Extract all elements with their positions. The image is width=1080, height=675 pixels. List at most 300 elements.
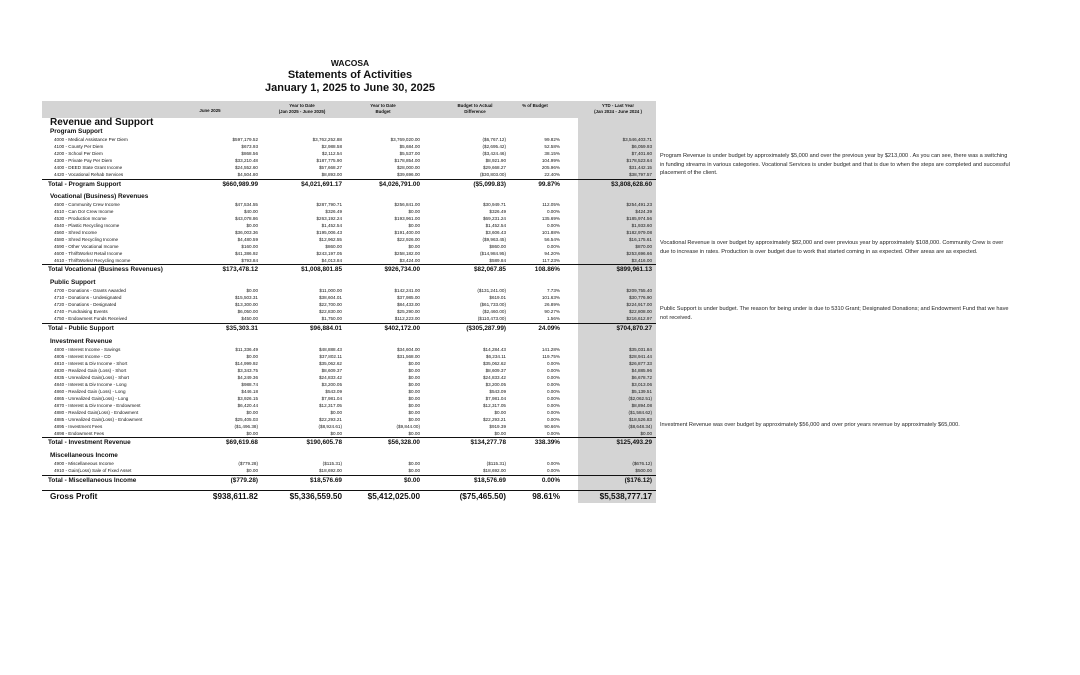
cell-pct: 0.00% <box>546 368 560 373</box>
cell-ytd: $3,762,252.88 <box>312 137 342 142</box>
cell-pct: 90.66% <box>544 424 560 429</box>
subsection-investment: Investment Revenue <box>50 338 113 345</box>
total-vocational-row: Total Vocational (Business Revenues) $173,478.12 $1,008,801.85 $926,734.00 $82,067.85 108.86% $899,961.13 <box>42 264 656 274</box>
cell-pct: 0.00% <box>546 431 560 436</box>
cell-ly: $8,894.08 <box>631 403 652 408</box>
cell-label: 4400 - DEED State Grant Income <box>54 165 123 170</box>
cell-budget: $0.00 <box>408 223 420 228</box>
organization-name: WACOSA <box>330 58 370 68</box>
cell-budget: $142,241.00 <box>394 288 420 293</box>
cell-ly: $209,755.40 <box>626 288 652 293</box>
table-row <box>42 402 656 409</box>
table-row <box>42 150 656 157</box>
cell-budget: $256,841.00 <box>394 202 420 207</box>
cell-june: $15,503.31 <box>235 295 258 300</box>
cell-pct: 0.00% <box>546 410 560 415</box>
cell-ytd: $7,981.04 <box>321 396 342 401</box>
cell-budget: $28,000.00 <box>397 165 420 170</box>
cell-ly: $216,612.97 <box>626 316 652 321</box>
cell-ly: $500.00 <box>635 468 652 473</box>
total-investment-row: Total - Investment Revenue $69,619.68 $190,605.78 $56,328.00 $134,277.78 338.39% $125,493.29 <box>42 437 656 447</box>
table-row <box>42 381 656 388</box>
cell-label: 4840 - Interest & Div Income - Long <box>54 382 127 387</box>
cell-budget: $0.00 <box>408 375 420 380</box>
cell-label: 4885 - Unrealized Gain(Loss) - Endowment <box>54 417 143 422</box>
cell-diff: ($2,460.00) <box>482 309 506 314</box>
cell-label: 4530 - Production Income <box>54 216 107 221</box>
cell-diff: $29,668.27 <box>483 165 506 170</box>
cell-pct: 22.40% <box>544 172 560 177</box>
cell-june: $793.84 <box>241 258 258 263</box>
cell-budget: $258,182.00 <box>394 251 420 256</box>
cell-budget: $3,769,020.00 <box>390 137 420 142</box>
cell-label: 4510 - Can Do! Crew Income <box>54 209 114 214</box>
cell-diff: $860.00 <box>489 244 506 249</box>
cell-june: $4,504.80 <box>237 172 258 177</box>
cell-diff: ($9,963.45) <box>482 237 506 242</box>
cell-pct: 56.54% <box>544 237 560 242</box>
cell-pct: 101.63% <box>541 295 560 300</box>
cell-budget: $0.00 <box>408 403 420 408</box>
total-program-support-row: Total - Program Support $660,989.99 $4,021,691.17 $4,026,791.00 ($5,099.83) 99.87% $3,808,628.60 <box>42 179 656 189</box>
cell-ly: $253,696.66 <box>626 251 652 256</box>
cell-june: $25,405.03 <box>235 417 258 422</box>
cell-june: $41,386.92 <box>235 251 258 256</box>
table-row <box>42 215 656 222</box>
cell-label: 4700 - Donations - Grants Awarded <box>54 288 126 293</box>
table-row <box>42 294 656 301</box>
cell-diff: $326.49 <box>489 209 506 214</box>
cell-budget: $3,424.00 <box>399 258 420 263</box>
cell-ly: $3,013.06 <box>631 382 652 387</box>
cell-pct: 104.99% <box>541 158 560 163</box>
cell-june: $33,210.48 <box>235 158 258 163</box>
cell-budget: $5,537.00 <box>399 151 420 156</box>
cell-diff: $3,606.43 <box>485 230 506 235</box>
cell-budget: $31,568.00 <box>397 354 420 359</box>
cell-ly: $185,974.56 <box>626 216 652 221</box>
cell-label: 4100 - County Per Diem <box>54 144 104 149</box>
cell-diff: ($30,803.00) <box>479 172 506 177</box>
cell-pct: 94.20% <box>544 251 560 256</box>
statement-title: Statements of Activities <box>287 69 413 81</box>
cell-ly: $26,877.33 <box>629 361 652 366</box>
cell-diff: $14,284.43 <box>483 347 506 352</box>
subsection-misc-income: Miscellaneous Income <box>50 452 118 459</box>
cell-label: 4810 - Interest & Div Income - Short <box>54 361 128 366</box>
cell-pct: 38.15% <box>544 151 560 156</box>
cell-budget: $0.00 <box>408 382 420 387</box>
cell-june: $47,534.55 <box>235 202 258 207</box>
cell-ly: $1,933.60 <box>631 223 652 228</box>
cell-budget: $0.00 <box>408 368 420 373</box>
cell-diff: ($115.31) <box>486 461 506 466</box>
cell-pct: 205.96% <box>541 165 560 170</box>
table-row <box>42 171 656 178</box>
cell-diff: ($6,767.12) <box>482 137 506 142</box>
cell-label: 4560 - Shred Income <box>54 230 97 235</box>
cell-pct: 0.00% <box>546 468 560 473</box>
total-misc-income-row: Total - Miscellaneous Income ($779.28) $18,576.69 $0.00 $18,576.69 0.00% ($176.12) <box>42 475 656 485</box>
cell-ly: $178,523.64 <box>626 158 652 163</box>
table-row <box>42 423 656 430</box>
cell-label: 4750 - Endowment Funds Received <box>54 316 128 321</box>
table-row <box>42 360 656 367</box>
cell-pct: 0.00% <box>546 244 560 249</box>
cell-pct: 0.00% <box>546 396 560 401</box>
cell-ytd: $195,006.43 <box>316 230 342 235</box>
cell-ytd: $18,692.00 <box>319 468 342 473</box>
cell-label: 4420 - Vocational Rehab Services <box>54 172 124 177</box>
cell-pct: 52.58% <box>544 144 560 149</box>
statement-period: January 1, 2025 to June 30, 2025 <box>265 82 435 94</box>
cell-pct: 141.28% <box>541 347 560 352</box>
cell-ytd: $2,988.58 <box>321 144 342 149</box>
cell-pct: 0.00% <box>546 389 560 394</box>
cell-june: $11,336.49 <box>235 347 258 352</box>
cell-label: 4600 - ThriftWorks! Retail Income <box>54 251 123 256</box>
cell-diff: $8,609.37 <box>485 368 506 373</box>
cell-pct: 26.89% <box>544 302 560 307</box>
subsection-public-support: Public Support <box>50 279 96 286</box>
cell-pct: 0.00% <box>546 461 560 466</box>
cell-label: 4200 - School Per Diem <box>54 151 103 156</box>
cell-june: $40.00 <box>243 209 258 214</box>
report-title-block <box>40 58 660 95</box>
table-row <box>42 308 656 315</box>
cell-ytd: $22,830.00 <box>319 309 342 314</box>
cell-pct: 0.00% <box>546 209 560 214</box>
subsection-program-support: Program Support <box>50 128 103 135</box>
table-row <box>42 157 656 164</box>
cell-ly: $224,917.00 <box>626 302 652 307</box>
cell-ytd: $11,000.00 <box>319 288 342 293</box>
cell-june: $36,003.36 <box>235 230 258 235</box>
cell-diff: ($61,733.00) <box>479 302 506 307</box>
table-row <box>42 388 656 395</box>
cell-june: $3,926.15 <box>237 396 258 401</box>
cell-label: 4805 - Interest Income - CD <box>54 354 111 359</box>
cell-ly: $31,442.15 <box>629 165 652 170</box>
table-row <box>42 287 656 294</box>
cell-ly: $4,885.96 <box>631 368 652 373</box>
cell-ytd: $3,200.05 <box>321 382 342 387</box>
cell-ly: $7,401.60 <box>631 151 652 156</box>
cell-ytd: $0.00 <box>330 410 342 415</box>
table-row <box>42 250 656 257</box>
cell-ly: $30,776.90 <box>629 295 652 300</box>
table-row <box>42 143 656 150</box>
cell-label: 4860 - Realized Gain (Loss) - Long <box>54 389 126 394</box>
cell-label: 4590 - Other Vocational Income <box>54 244 119 249</box>
cell-pct: 0.00% <box>546 223 560 228</box>
cell-budget: $0.00 <box>408 361 420 366</box>
table-row <box>42 409 656 416</box>
cell-label: 4740 - Fundraising Events <box>54 309 108 314</box>
table-row <box>42 136 656 143</box>
cell-ytd: $24,833.42 <box>319 375 342 380</box>
note-public-support: Public Support is under budget. The reason for being under is due to 5310 Grant; Designated Donations; and Endowment Fund that we have not received. <box>660 306 1009 321</box>
cell-june: $0.00 <box>246 468 258 473</box>
table-row <box>42 315 656 322</box>
cell-diff: $18,692.00 <box>483 468 506 473</box>
cell-june: $597,179.52 <box>232 137 258 142</box>
cell-ly: $18,526.83 <box>629 417 652 422</box>
cell-label: 4580 - Shred Recycling Income <box>54 237 119 242</box>
cell-label: 4870 - Interest & Div Income - Endowment <box>54 403 141 408</box>
cell-pct: 0.00% <box>546 417 560 422</box>
cell-june: $4,480.59 <box>237 237 258 242</box>
cell-label: 4830 - Realized Gain (Loss) - Short <box>54 368 127 373</box>
cell-budget: $25,290.00 <box>397 309 420 314</box>
cell-pct: 117.23% <box>542 258 560 263</box>
cell-label: 4000 - Medical Assistance Per Diem <box>54 137 128 142</box>
table-row <box>42 243 656 250</box>
cell-pct: 0.00% <box>546 382 560 387</box>
cell-ytd: $8,893.00 <box>321 172 342 177</box>
cell-pct: 0.00% <box>546 375 560 380</box>
cell-label: 4710 - Donations - Undesignated <box>54 295 122 300</box>
cell-label: 4610 - ThriftWorks! Recycling Income <box>54 258 131 263</box>
cell-diff: ($2,695.42) <box>482 144 506 149</box>
cell-ytd: ($115.31) <box>322 461 342 466</box>
cell-diff: $619.01 <box>489 295 506 300</box>
note-vocational-revenue: Vocational Revenue is over budget by approximately $82,000 and over previous year by approximately $108,000. Community Crew is over due to increase in rates. Production is over budget due to work that started coming in as expected. Other areas are as expected. <box>660 240 1004 255</box>
cell-ytd: $37,802.11 <box>319 354 342 359</box>
cell-ly: $424.39 <box>635 209 652 214</box>
cell-budget: $34,604.00 <box>397 347 420 352</box>
cell-pct: 119.75% <box>542 354 560 359</box>
cell-ytd: $22,293.21 <box>319 417 342 422</box>
cell-budget: $0.00 <box>408 244 420 249</box>
cell-budget: $112,223.00 <box>394 316 420 321</box>
cell-diff: $919.39 <box>489 424 506 429</box>
table-row <box>42 236 656 243</box>
cell-budget: $191,400.00 <box>394 230 420 235</box>
cell-ly: $0.00 <box>640 431 652 436</box>
cell-june: $13,300.00 <box>235 302 258 307</box>
cell-label: 4895 - Investment Fees <box>54 424 103 429</box>
cell-diff: $35,062.62 <box>483 361 506 366</box>
cell-label: 4880 - Realized Gain(Loss) - Endowment <box>54 410 139 415</box>
cell-june: $6,050.00 <box>237 309 258 314</box>
cell-ytd: $22,700.00 <box>319 302 342 307</box>
cell-ytd: $48,888.43 <box>319 347 342 352</box>
cell-ytd: $287,790.71 <box>316 202 342 207</box>
cell-diff: ($3,424.46) <box>482 151 506 156</box>
cell-ly: $5,139.51 <box>631 389 652 394</box>
cell-ly: $6,678.72 <box>631 375 652 380</box>
table-row <box>42 367 656 374</box>
cell-ly: $870.00 <box>635 244 652 249</box>
cell-budget: $0.00 <box>408 396 420 401</box>
cell-pct: 112.05% <box>542 202 560 207</box>
cell-june: $0.00 <box>246 223 258 228</box>
cell-label: 4835 - Unrealized Gain(Loss) - Short <box>54 375 130 380</box>
cell-label: 4910 - Gain(Loss) Sale of Fixed Asset <box>54 468 132 473</box>
cell-budget: $0.00 <box>408 209 420 214</box>
table-row <box>42 395 656 402</box>
col-header-pct: % of Budget <box>522 103 548 108</box>
table-row <box>42 430 656 437</box>
cell-june: $24,552.60 <box>235 165 258 170</box>
cell-diff: $69,231.24 <box>483 216 506 221</box>
cell-ytd: $1,452.54 <box>321 223 342 228</box>
cell-pct: 101.88% <box>541 230 560 235</box>
cell-ytd: $35,062.62 <box>319 361 342 366</box>
cell-budget: $5,684.00 <box>399 144 420 149</box>
column-headers <box>42 102 656 118</box>
cell-ly: $3,546,403.71 <box>622 137 652 142</box>
cell-diff: $0.00 <box>494 431 506 436</box>
cell-label: 4800 - Interest Income - Savings <box>54 347 121 352</box>
cell-diff: $3,200.05 <box>485 382 506 387</box>
cell-ly: $6,059.93 <box>631 144 652 149</box>
cell-ly: $16,175.61 <box>629 237 652 242</box>
table-row <box>42 201 656 208</box>
cell-ytd: $860.00 <box>325 244 342 249</box>
cell-budget: $0.00 <box>408 389 420 394</box>
cell-june: $446.18 <box>241 389 258 394</box>
cell-pct: 7.73% <box>546 288 560 293</box>
cell-ytd: $243,197.05 <box>316 251 342 256</box>
table-row <box>42 229 656 236</box>
cell-label: 4865 - Unrealized Gain(Loss) - Long <box>54 396 129 401</box>
col-header-ytd: Year to Date (Jan 2025 - June 2025) <box>278 103 326 114</box>
table-row <box>42 208 656 215</box>
cell-ytd: $2,112.54 <box>321 151 342 156</box>
cell-diff: ($110,473.00) <box>477 316 506 321</box>
cell-label: 4300 - Private Pay Per Diem <box>54 158 113 163</box>
cell-june: ($779.28) <box>238 461 258 466</box>
cell-ly: $182,979.08 <box>626 230 652 235</box>
cell-diff: $24,833.42 <box>483 375 506 380</box>
cell-diff: ($131,241.00) <box>477 288 506 293</box>
cell-pct: 99.82% <box>544 137 560 142</box>
gross-profit-row: Gross Profit $938,611.82 $5,336,559.50 $5,412,025.00 ($75,465.50) 98.61% $5,538,777.17 <box>50 492 652 501</box>
cell-diff: $6,234.11 <box>485 354 506 359</box>
cell-pct: 135.69% <box>541 216 560 221</box>
cell-ly: ($8,648.34) <box>628 424 652 429</box>
table-row <box>42 460 656 467</box>
cell-diff: $0.00 <box>494 410 506 415</box>
cell-pct: 0.00% <box>546 403 560 408</box>
cell-label: 4540 - Plastic Recycling Income <box>54 223 120 228</box>
cell-june: $3,343.75 <box>237 368 258 373</box>
cell-ytd: $8,609.37 <box>321 368 342 373</box>
cell-ytd: $12,317.05 <box>319 403 342 408</box>
cell-ytd: $187,775.90 <box>316 158 342 163</box>
cell-diff: $22,293.21 <box>483 417 506 422</box>
cell-budget: $178,854.00 <box>394 158 420 163</box>
col-header-june: June 2025 <box>199 108 221 113</box>
cell-ytd: $263,192.24 <box>316 216 342 221</box>
table-row <box>42 222 656 229</box>
cell-budget: $84,433.00 <box>397 302 420 307</box>
table-row <box>42 164 656 171</box>
cell-ly: $38,797.57 <box>629 172 652 177</box>
cell-budget: $0.00 <box>408 410 420 415</box>
cell-pct: 1.56% <box>546 316 560 321</box>
cell-june: $14,999.92 <box>235 361 258 366</box>
col-header-diff: Budget to Actual Difference <box>457 103 493 114</box>
cell-ly: $28,941.44 <box>629 354 652 359</box>
cell-budget: $0.00 <box>408 461 420 466</box>
cell-label: 4500 - Community Crew Income <box>54 202 120 207</box>
section-title-revenue-support: Revenue and Support <box>50 117 154 128</box>
table-row <box>42 374 656 381</box>
cell-budget: $39,696.00 <box>397 172 420 177</box>
cell-diff: $543.09 <box>489 389 506 394</box>
cell-ly: $35,031.84 <box>629 347 652 352</box>
cell-budget: $22,926.00 <box>397 237 420 242</box>
table-row <box>42 353 656 360</box>
cell-pct: 90.27% <box>544 309 560 314</box>
cell-diff: $1,452.54 <box>485 223 506 228</box>
cell-ly: $254,491.23 <box>626 202 652 207</box>
cell-diff: $12,317.05 <box>483 403 506 408</box>
cell-ytd: $543.09 <box>325 389 342 394</box>
table-row <box>42 416 656 423</box>
cell-june: $4,249.36 <box>237 375 258 380</box>
cell-ytd: $326.49 <box>325 209 342 214</box>
cell-ytd: $57,668.27 <box>319 165 342 170</box>
cell-june: $43,078.86 <box>235 216 258 221</box>
cell-diff: $589.84 <box>489 258 506 263</box>
cell-ly: ($2,062.51) <box>628 396 652 401</box>
cell-june: $673.93 <box>241 144 258 149</box>
cell-ytd: $1,750.00 <box>321 316 342 321</box>
note-investment-revenue: Investment Revenue was over budget by approximately $56,000 and over prior years revenue by approximately $65,000. <box>660 422 960 428</box>
table-row <box>42 301 656 308</box>
cell-budget: ($9,844.00) <box>396 424 420 429</box>
cell-ytd: ($8,924.61) <box>318 424 342 429</box>
total-public-support-row: Total - Public Support $35,303.31 $96,884.01 $402,172.00 ($305,287.99) 24.09% $704,870.27 <box>42 323 656 333</box>
cell-june: $450.00 <box>241 316 258 321</box>
table-row <box>42 257 656 264</box>
table-row <box>42 346 656 353</box>
cell-diff: $30,949.71 <box>483 202 506 207</box>
cell-ly: ($676.12) <box>632 461 652 466</box>
cell-ytd: $12,962.55 <box>319 237 342 242</box>
cell-june: $0.00 <box>246 431 258 436</box>
cell-june: ($1,496.38) <box>234 424 258 429</box>
cell-ly: $3,416.00 <box>631 258 652 263</box>
cell-budget: $0.00 <box>408 431 420 436</box>
cell-ytd: $0.00 <box>330 431 342 436</box>
cell-june: $160.00 <box>241 244 258 249</box>
cell-diff: ($14,984.95) <box>479 251 506 256</box>
cell-budget: $37,985.00 <box>397 295 420 300</box>
cell-budget: $193,961.00 <box>394 216 420 221</box>
cell-ly: $22,808.00 <box>629 309 652 314</box>
subsection-vocational: Vocational (Business) Revenues <box>50 193 149 200</box>
cell-diff: $7,981.04 <box>485 396 506 401</box>
cell-june: $0.00 <box>246 410 258 415</box>
cell-june: $0.00 <box>246 354 258 359</box>
cell-ly: ($1,584.62) <box>628 410 652 415</box>
cell-june: $988.74 <box>241 382 258 387</box>
cell-budget: $0.00 <box>408 417 420 422</box>
note-program-revenue: Program Revenue is under budget by approximately $5,000 and over the previous year by $213,000 . As you can see, there was a switching in funding streams in various categories. Vocational Services is under budget and that is due to when the steps are completed and successful placement of the client. <box>660 153 1010 177</box>
cell-budget: $0.00 <box>408 468 420 473</box>
cell-label: 4720 - Donations - Designated <box>54 302 117 307</box>
col-header-last-year: YTD - Last Year (Jan 2024 - June 2024 ) <box>594 103 642 114</box>
cell-ytd: $38,604.01 <box>319 295 342 300</box>
cell-label: 4898 - Endowment Fees <box>54 431 105 436</box>
col-header-budget: Year to Date Budget <box>370 103 396 114</box>
cell-pct: 0.00% <box>546 361 560 366</box>
